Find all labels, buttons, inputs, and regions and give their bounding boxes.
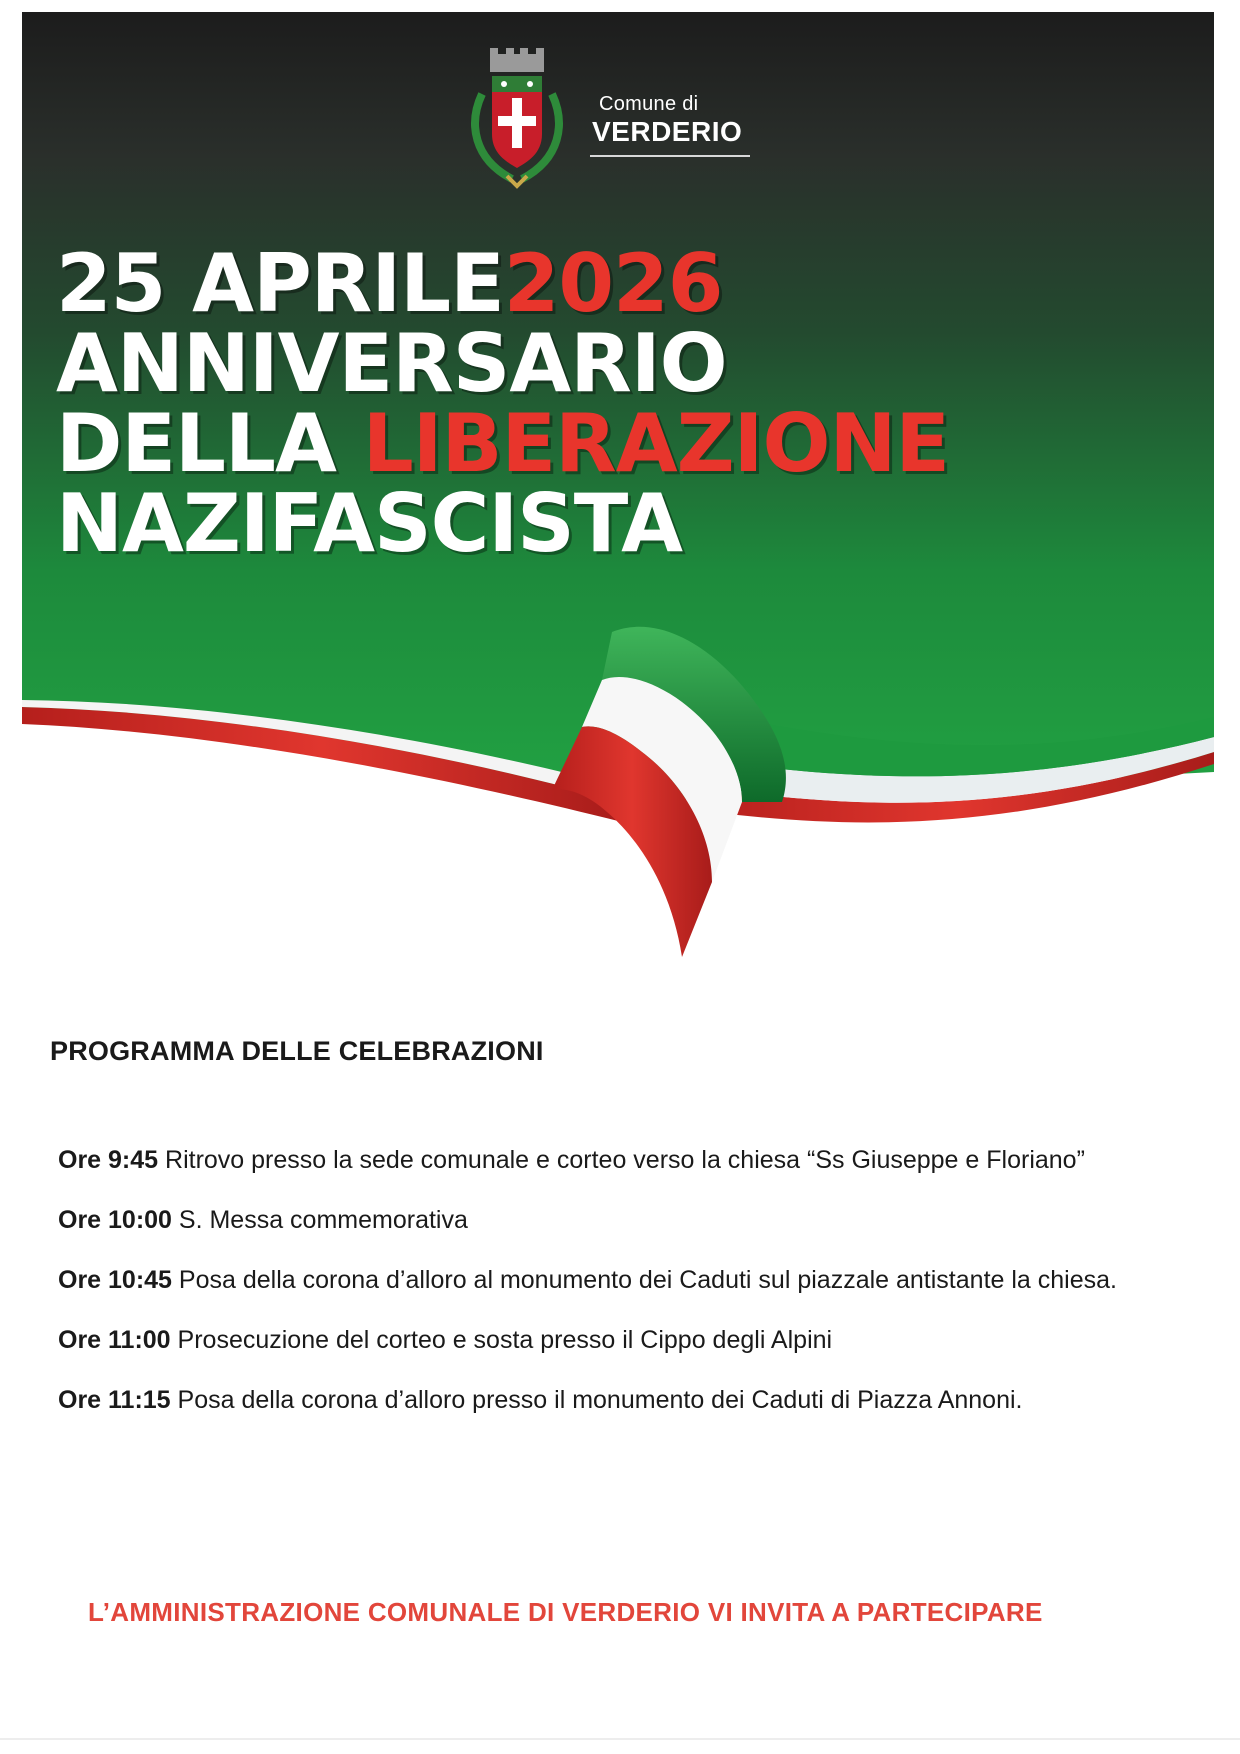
headline-line-1 xyxy=(56,237,949,330)
headline-line-3 xyxy=(56,397,950,490)
headline xyxy=(56,237,950,570)
comune-name: VERDERIO xyxy=(592,116,743,147)
headline-line-2: ANNIVERSARIO xyxy=(56,317,727,410)
headline-line-4: NAZIFASCISTA xyxy=(56,477,683,570)
program-time: Ore 9:45 xyxy=(58,1146,159,1174)
comune-caption: Comune di xyxy=(599,93,699,115)
program-text: Posa della corona d’alloro al monumento dei Caduti sul piazzale antistante la chiesa. xyxy=(171,1266,1117,1294)
program-time: Ore 11:15 xyxy=(58,1386,171,1414)
headline-year: 2026 xyxy=(503,237,723,330)
headline-liberazione: LIBERAZIONE xyxy=(362,397,950,490)
coat-of-arms-icon xyxy=(462,44,572,194)
program-item xyxy=(58,1200,1188,1240)
program-title: PROGRAMMA DELLE CELEBRAZIONI xyxy=(50,1036,544,1066)
program-time: Ore 11:00 xyxy=(58,1326,171,1354)
headline-della: DELLA xyxy=(56,397,363,490)
program-text: Prosecuzione del corteo e sosta presso il Cippo degli Alpini xyxy=(170,1326,833,1354)
headline-date: 25 APRILE xyxy=(56,237,504,330)
program-item xyxy=(58,1260,1188,1300)
program-item xyxy=(58,1140,1188,1180)
page-bottom-rule xyxy=(0,1738,1240,1740)
comune-logo xyxy=(462,44,762,194)
program-text: Ritrovo presso la sede comunale e corteo verso la chiesa “Ss Giuseppe e Floriano” xyxy=(158,1146,1085,1174)
program-item xyxy=(58,1320,1188,1360)
logo-divider xyxy=(590,155,750,157)
program-time: Ore 10:00 xyxy=(58,1206,172,1234)
program-list xyxy=(58,1140,1188,1440)
program-text: Posa della corona d’alloro presso il monumento dei Caduti di Piazza Annoni. xyxy=(170,1386,1023,1414)
program-text: S. Messa commemorativa xyxy=(171,1206,468,1234)
poster-banner xyxy=(22,12,1214,1022)
invitation-text: L’AMMINISTRAZIONE COMUNALE DI VERDERIO VI INVITA A PARTECIPARE xyxy=(88,1597,1043,1627)
program-time: Ore 10:45 xyxy=(58,1266,172,1294)
program-item xyxy=(58,1380,1188,1420)
